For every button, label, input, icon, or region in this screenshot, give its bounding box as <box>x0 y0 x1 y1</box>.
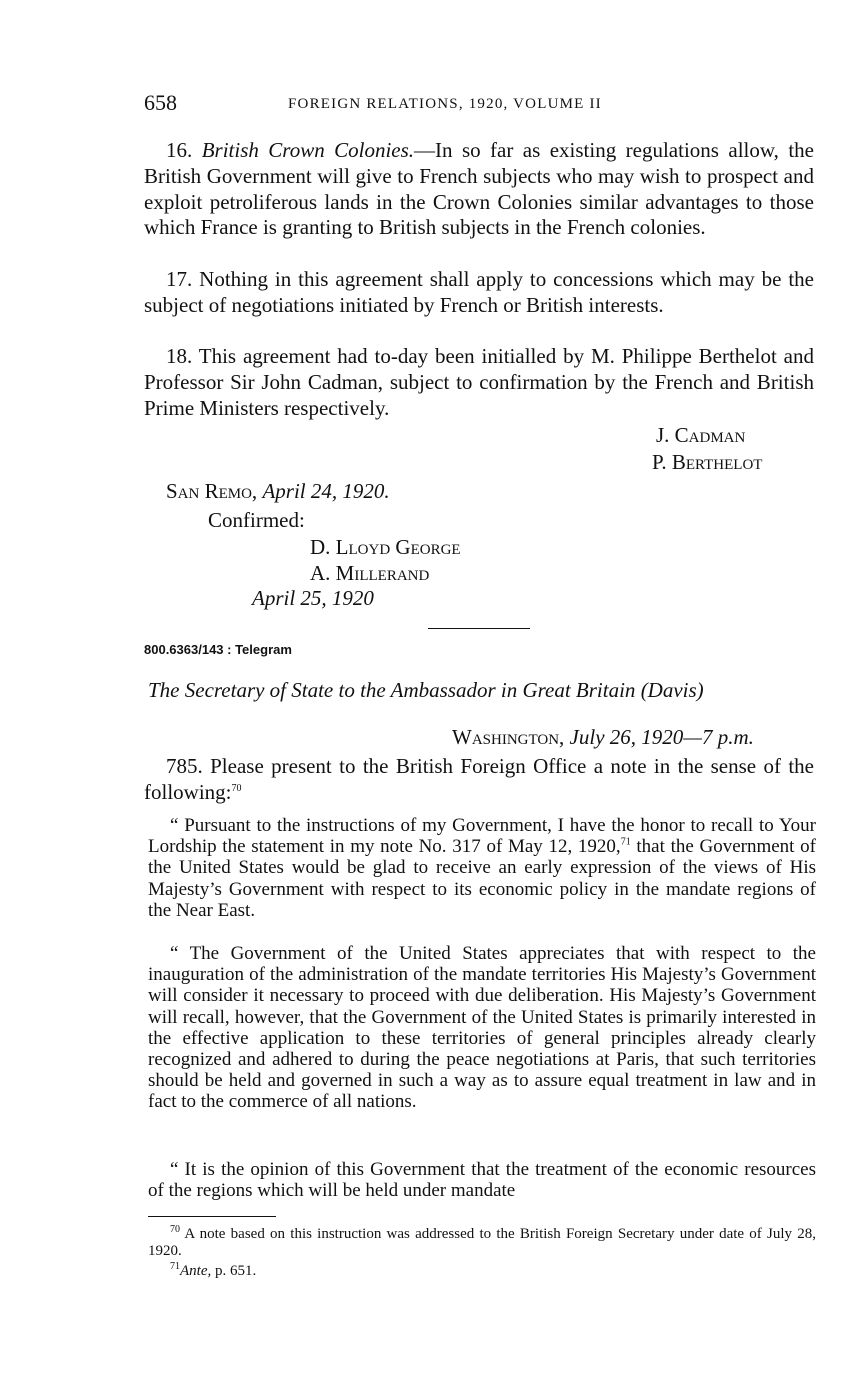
paragraph-16-text: —In so far as existing regulations allow, the British Government will give to French subjects who may wish to prospect and exploit petroliferous lands in the Crown Colonies similar advantages to those which France is granting to British subjects in the French colonies. <box>144 138 814 240</box>
confirmation-date: April 25, 1920 <box>252 586 374 610</box>
dateline <box>452 724 754 750</box>
signature-millerand: A. Millerand <box>310 561 430 585</box>
place-name: San Remo, <box>166 479 258 503</box>
quote-paragraph-3: “ It is the opinion of this Government that the treatment of the economic resources of the regions which will be held under mandate <box>148 1159 816 1202</box>
heading-paren: (Davis) <box>640 678 704 702</box>
dateline-place: Washington, <box>452 725 565 749</box>
footnote-70 <box>148 1226 816 1259</box>
footnote-ref-70: 70 <box>231 782 242 794</box>
confirmed-label: Confirmed: <box>208 508 305 532</box>
paragraph-16-number: 16. <box>166 138 202 162</box>
file-reference: 800.6363/143 : Telegram <box>144 642 292 657</box>
page-header <box>144 90 814 120</box>
paragraph-785-text: 785. Please present to the British Foreign Office a note in the sense of the following: <box>144 754 814 804</box>
heading-main: The Secretary of State to the Ambassador in Great Britain <box>148 678 636 702</box>
paragraph-16-title: British Crown Colonies. <box>201 138 415 162</box>
footnote-70-mark: 70 <box>170 1224 180 1235</box>
signature-berthelot: P. Berthelot <box>652 450 763 474</box>
signature-cadman: J. Cadman <box>656 423 746 447</box>
footnote-71-ante: Ante, <box>180 1263 212 1279</box>
signature-lloyd-george: D. Lloyd George <box>310 535 461 559</box>
quote-paragraph-2: “ The Government of the United States appreciates that with respect to the inauguration of the administration of the mandate territories His Majesty’s Government will consider it necessary to proceed with due deliberation. His Majesty’s Government will recall, however, that the Government of the United States is primarily interested in the effective application to these territories of general principles already clearly recognized and adhered to during the peace negotiations at Paris, that such territories should be held and governed in such a way as to assure equal treatment in law and in fact to the commerce of all nations. <box>148 943 816 1113</box>
footnote-71-text: p. 651. <box>211 1263 257 1279</box>
paragraph-17: 17. Nothing in this agreement shall apply to concessions which may be the subject of negotiations initiated by French or British interests. <box>144 267 814 317</box>
place-date: April 24, 1920. <box>262 479 390 503</box>
dateline-date: July 26, 1920—7 p.m. <box>569 725 754 749</box>
page-number: 658 <box>144 90 177 115</box>
paragraph-18: 18. This agreement had to-day been initialled by M. Philippe Berthelot and Professor Sir John Cadman, subject to confirmation by the French and British Prime Ministers respectively. <box>144 344 814 420</box>
running-title: FOREIGN RELATIONS, 1920, VOLUME II <box>288 96 602 112</box>
paragraph-785 <box>144 754 814 806</box>
place-date-line <box>166 478 390 504</box>
paragraph-16 <box>144 138 814 241</box>
footnote-ref-71: 71 <box>620 836 631 848</box>
quote-1-text-a: “ Pursuant to the instructions of my Government, I have the honor to recall to Your Lordship the statement in my note No. 317 of May 12, 1920, <box>148 815 816 858</box>
quote-paragraph-1 <box>148 815 816 921</box>
footnote-divider <box>148 1216 276 1217</box>
footnote-71 <box>148 1263 816 1280</box>
document-heading <box>148 678 704 703</box>
footnote-71-mark: 71 <box>170 1261 180 1272</box>
quote-1-text-b: that the Government of the United States would be glad to receive an early expression of the views of His Majesty’s Government with respect to its economic policy in the mandate regions of the Near East. <box>148 836 816 921</box>
footnote-70-text: A note based on this instruction was addressed to the British Foreign Secretary under date of July 28, 1920. <box>148 1226 816 1259</box>
section-divider <box>428 628 530 629</box>
